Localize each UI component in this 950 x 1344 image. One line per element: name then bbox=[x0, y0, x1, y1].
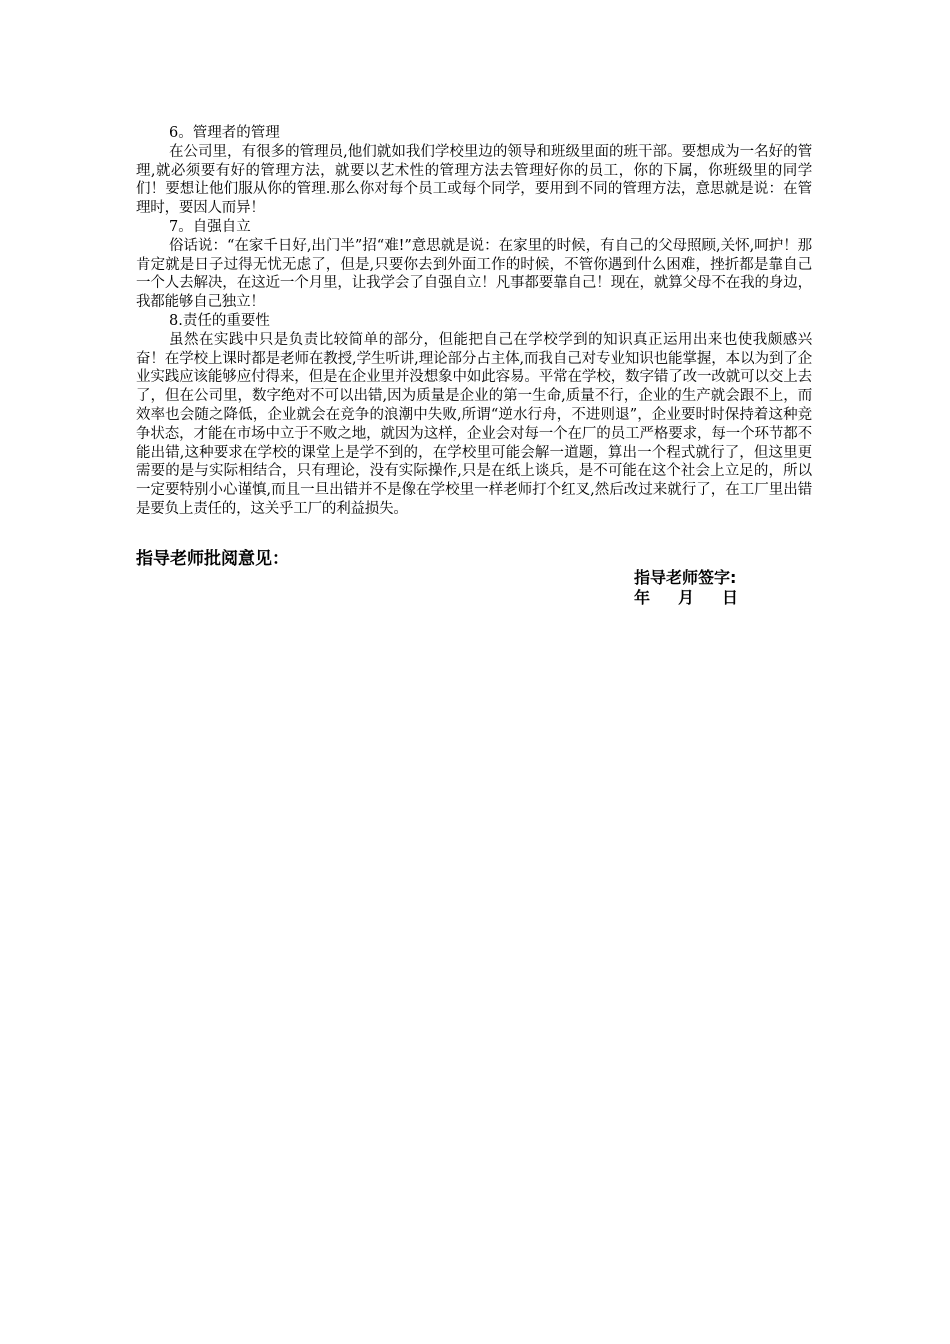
teacher-review-title: 指导老师批阅意见： bbox=[136, 549, 289, 569]
document-body bbox=[136, 124, 812, 519]
section-paragraph-management: 在公司里，有很多的管理员,他们就如我们学校里边的领导和班级里面的班干部。要想成为一名好的管理,就必须要有好的管理方法，就要以艺术性的管理方法去管理好你的员工，你的下属，你班级里的同学们！要想让他们服从你的管理.那么你对每个员工或每个同学，要用到不同的管理方法，意思就是说：在管理时，要因人而异！ bbox=[136, 143, 812, 217]
teacher-signature-block bbox=[634, 568, 738, 608]
date-year-label: 年 bbox=[634, 588, 651, 607]
date-day-label: 日 bbox=[722, 588, 739, 607]
section-paragraph-responsibility: 虽然在实践中只是负责比较简单的部分，但能把自己在学校学到的知识真正运用出来也使我颇感兴奋！在学校上课时都是老师在教授,学生听讲,理论部分占主体,而我自己对专业知识也能掌握，本以为到了企业实践应该能够应付得来，但是在企业里并没想象中如此容易。平常在学校，数字错了改一改就可以交上去了，但在公司里，数字绝对不可以出错,因为质量是企业的第一生命,质量不行，企业的生产就会跟不上，而效率也会随之降低，企业就会在竞争的浪潮中失败,所谓“逆水行舟，不进则退”，企业要时时保持着这种竞争状态，才能在市场中立于不败之地，就因为这样，企业会对每一个在厂的员工严格要求，每一个环节都不能出错,这种要求在学校的课堂上是学不到的，在学校里可能会解一道题，算出一个程式就行了，但这里更需要的是与实际相结合，只有理论，没有实际操作,只是在纸上谈兵，是不可能在这个社会上立足的，所以一定要特别小心谨慎,而且一旦出错并不是像在学校里一样老师打个红叉,然后改过来就行了，在工厂里出错是要负上责任的，这关乎工厂的利益损失。 bbox=[136, 331, 812, 517]
section-paragraph-self-reliance: 俗话说：“在家千日好,出门半”招“难!”意思就是说：在家里的时候，有自己的父母照顾,关怀,呵护！那肯定就是日子过得无忧无虑了，但是,只要你去到外面工作的时候，不管你遇到什么困难，挫折都是靠自己一个人去解决，在这近一个月里，让我学会了自强自立！凡事都要靠自己！现在，就算父母不在我的身边，我都能够自己独立！ bbox=[136, 237, 812, 311]
signature-date-line bbox=[634, 588, 738, 608]
section-heading-self-reliance: 7。自强自立 bbox=[169, 218, 251, 235]
date-month-label: 月 bbox=[678, 588, 695, 607]
section-heading-management: 6。管理者的管理 bbox=[169, 125, 280, 141]
section-heading-responsibility: 8.责任的重要性 bbox=[169, 312, 270, 329]
teacher-signature-label: 指导老师签字: bbox=[634, 568, 737, 587]
